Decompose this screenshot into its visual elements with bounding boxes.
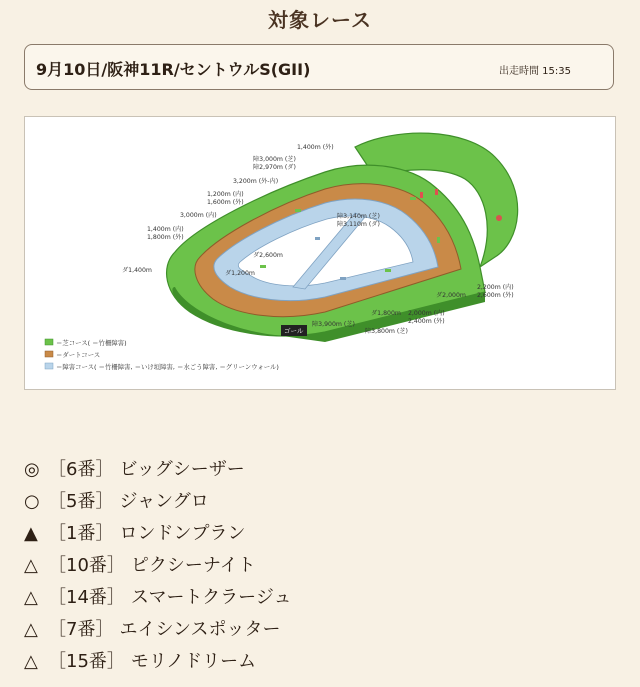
- pick-number: ［7番］: [48, 619, 114, 640]
- dist-label: ダ1,400m: [122, 267, 152, 274]
- list-item: [24, 582, 291, 614]
- dist-label: 障2,970m (ダ): [253, 164, 296, 171]
- pick-number: ［15番］: [48, 651, 125, 672]
- race-name: 9月10日/阪神11R/セントウルS(GII): [36, 60, 311, 79]
- legend-swatch-hurdle: [45, 363, 53, 369]
- hurdle-marker: [260, 265, 266, 268]
- dist-label: 1,600m (外): [207, 199, 244, 206]
- dist-label: 2,400m (外): [408, 318, 445, 325]
- course-map: [24, 116, 616, 390]
- dist-label: 障3,000m (芝): [253, 156, 296, 163]
- hurdle-marker: [410, 197, 416, 200]
- dist-label: ダ1,800m: [371, 310, 401, 317]
- legend-swatch-dirt: [45, 351, 53, 357]
- pick-mark: △: [24, 587, 38, 608]
- list-item: [24, 454, 291, 486]
- dist-label: 2,000m (内): [408, 310, 445, 317]
- goal-label: ゴール: [284, 327, 304, 335]
- dist-label: 1,400m (外): [297, 144, 334, 151]
- hurdle-marker: [340, 277, 346, 280]
- hurdle-marker: [385, 269, 391, 272]
- pick-mark: △: [24, 619, 38, 640]
- dist-label: ダ2,600m: [253, 252, 283, 259]
- list-item: [24, 486, 291, 518]
- pick-horse: エイシンスポッター: [119, 619, 281, 640]
- pick-number: ［14番］: [48, 587, 125, 608]
- pick-horse: ロンドンプラン: [119, 523, 246, 544]
- list-item: [24, 518, 291, 550]
- dist-label: ダ1,200m: [225, 270, 255, 277]
- pick-mark: ◎: [24, 459, 40, 480]
- list-item: [24, 550, 291, 582]
- pick-horse: ジャングロ: [119, 491, 209, 512]
- pick-mark: △: [24, 651, 38, 672]
- list-item: [24, 614, 291, 646]
- dist-label: 障3,140m (芝): [337, 213, 380, 220]
- legend-hurdle: ＝障害コース( ＝竹柵障害, ＝いけ垣障害, ＝水ごう障害, ＝グリーンウォール): [56, 363, 279, 371]
- pick-horse: ピクシーナイト: [130, 555, 256, 576]
- dist-label: 2,600m (外): [477, 292, 514, 299]
- pick-mark: ▲: [24, 523, 38, 544]
- legend-turf: ＝芝コース( ＝竹柵障害): [56, 339, 127, 347]
- marker-dot: [496, 215, 502, 221]
- hurdle-marker: [435, 189, 438, 195]
- dist-label: 3,000m (内): [180, 212, 217, 219]
- hurdle-marker: [315, 237, 320, 240]
- pick-horse: モリノドリーム: [130, 651, 257, 672]
- dist-label: 1,800m (外): [147, 234, 184, 241]
- list-item: [24, 646, 291, 678]
- dist-label: 3,200m (外-内): [233, 178, 279, 185]
- pick-horse: ビッグシーザー: [119, 459, 245, 480]
- post-time: 出走時間 15:35: [499, 66, 571, 77]
- course-map-svg: [25, 117, 615, 389]
- legend-dirt: ＝ダートコース: [56, 351, 101, 359]
- dist-label: 障3,800m (芝): [365, 328, 408, 335]
- page-title: 対象レース: [268, 8, 372, 32]
- dist-label: 1,200m (内): [207, 191, 244, 198]
- dist-label: 2,200m (内): [477, 284, 514, 291]
- pick-horse: スマートクラージュ: [130, 587, 292, 608]
- dist-label: 1,400m (内): [147, 226, 184, 233]
- pick-mark: △: [24, 555, 38, 576]
- hurdle-marker: [295, 209, 301, 212]
- pick-number: ［1番］: [48, 523, 114, 544]
- dist-label: ダ2,000m: [436, 292, 466, 299]
- pick-number: ［6番］: [48, 459, 114, 480]
- hurdle-marker: [437, 237, 440, 243]
- hurdle-marker: [420, 192, 423, 198]
- pick-number: ［5番］: [48, 491, 114, 512]
- dist-label: 障3,110m (ダ): [337, 221, 380, 228]
- legend-swatch-turf: [45, 339, 53, 345]
- pick-number: ［10番］: [48, 555, 125, 576]
- dist-label: 障3,900m (芝): [312, 321, 355, 328]
- picks-list: [24, 454, 291, 678]
- race-info-box[interactable]: [24, 44, 614, 90]
- pick-mark: ○: [24, 491, 40, 512]
